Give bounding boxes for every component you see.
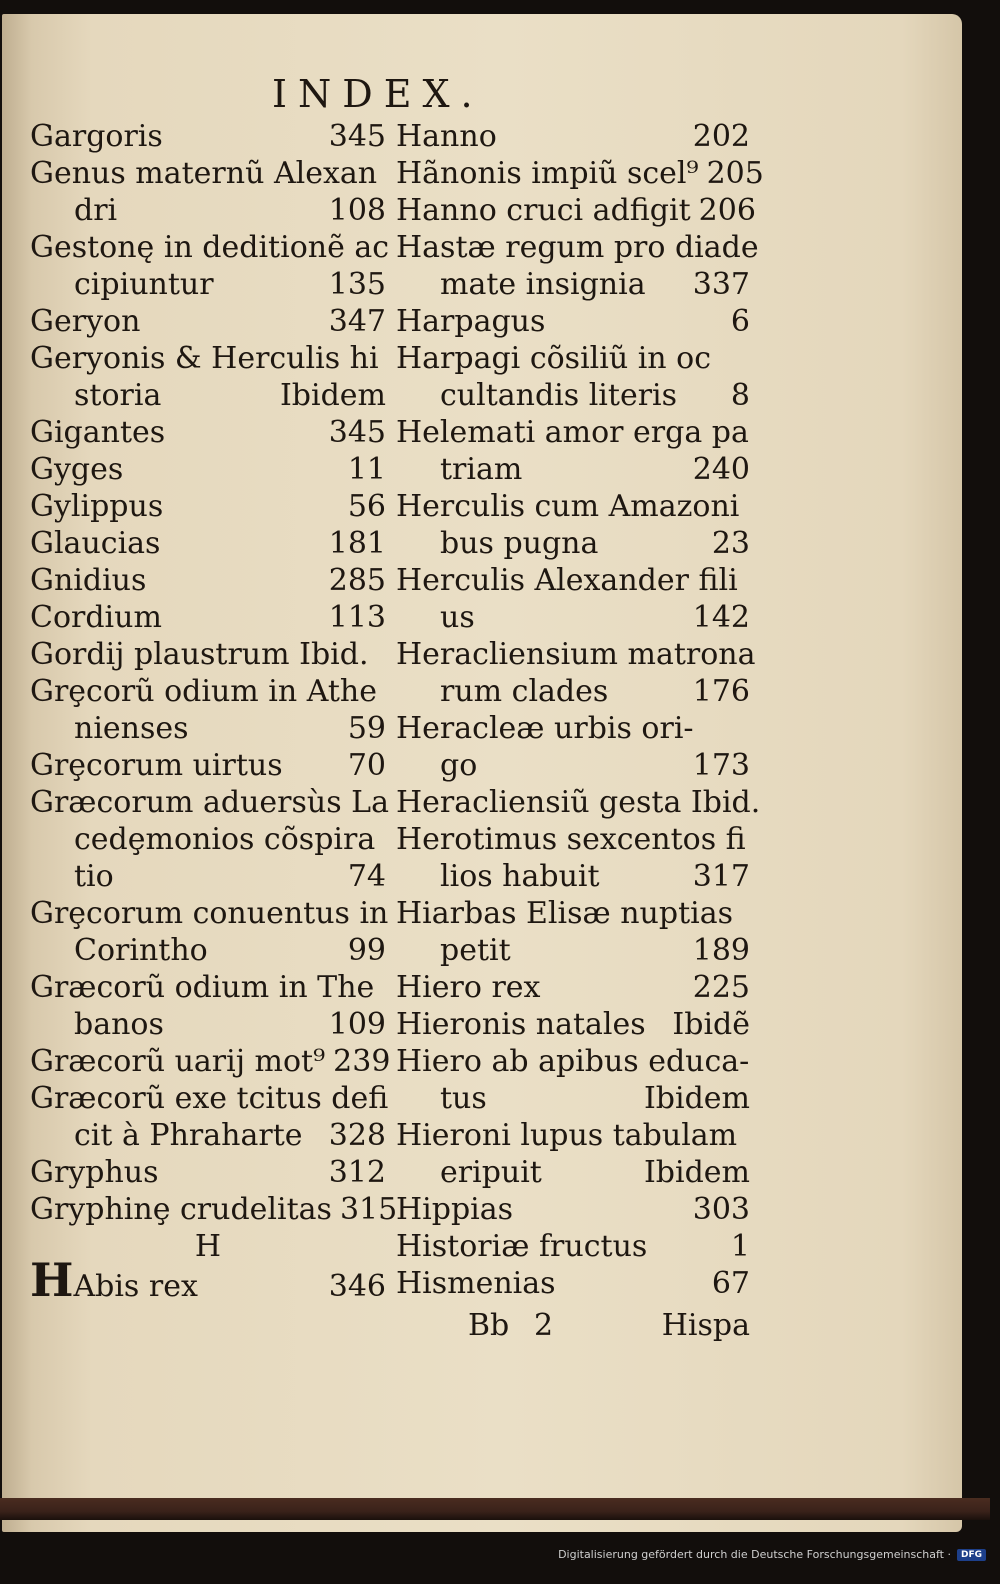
entry-text: Hippias — [396, 1192, 514, 1227]
entry-page: 303 — [692, 1192, 750, 1227]
index-entry — [30, 451, 386, 488]
entry-text: Heracliensium matrona — [396, 637, 756, 672]
index-entry — [30, 229, 390, 266]
entry-text: Gnidius — [30, 563, 147, 598]
entry-text: rum clades — [440, 674, 609, 709]
entry-text: cipiuntur — [74, 267, 214, 302]
entry-text: Hieronis natales — [396, 1007, 646, 1042]
entry-text: nienses — [74, 711, 189, 746]
entry-page: 67 — [711, 1266, 750, 1301]
index-entry — [30, 673, 386, 710]
entry-page: 23 — [711, 526, 750, 561]
entry-text: dri — [74, 193, 118, 228]
index-entry — [396, 673, 750, 710]
index-entry — [396, 303, 750, 340]
entry-page: Ibidem — [279, 378, 386, 413]
entry-page: 328 — [328, 1118, 386, 1153]
index-entry — [396, 1228, 750, 1265]
index-entry — [396, 525, 750, 562]
entry-page: 346 — [328, 1269, 386, 1304]
entry-text: Gyges — [30, 452, 124, 487]
index-entry — [30, 599, 386, 636]
entry-text: Hiarbas Elisæ nuptias — [396, 896, 734, 931]
index-entry — [396, 747, 750, 784]
entry-text: Gigantes — [30, 415, 166, 450]
entry-page: 240 — [692, 452, 750, 487]
index-entry — [396, 895, 750, 932]
index-entry — [396, 1080, 750, 1117]
index-entry — [30, 118, 386, 155]
entry-page: 135 — [328, 267, 386, 302]
index-entry — [396, 1117, 750, 1154]
index-entry — [30, 747, 386, 784]
entry-text: Cordium — [30, 600, 162, 635]
entry-text: Gryphinȩ crudelitas — [30, 1192, 332, 1227]
entry-text: Corintho — [74, 933, 208, 968]
entry-page: 1 — [730, 1229, 750, 1264]
index-entry — [396, 1006, 750, 1043]
entry-page: 6 — [730, 304, 750, 339]
signature-number: 2 — [533, 1308, 554, 1343]
index-entry — [30, 377, 386, 414]
entry-text: Genus maternũ Alexan — [30, 156, 378, 191]
index-entry — [30, 1006, 386, 1043]
entry-text: lios habuit — [440, 859, 600, 894]
entry-text: banos — [74, 1007, 164, 1042]
index-entry — [396, 858, 750, 895]
entry-page: 142 — [692, 600, 750, 635]
entry-page: 202 — [692, 119, 750, 154]
index-entry — [396, 488, 750, 525]
entry-page: 206 — [698, 193, 756, 228]
entry-text: Græcorũ exe tcitus defi — [30, 1081, 389, 1116]
index-entry — [396, 969, 750, 1006]
credit-text: Digitalisierung gefördert durch die Deutsche Forschungsgemeinschaft · — [558, 1548, 951, 1561]
index-entry — [396, 562, 750, 599]
index-entry — [396, 192, 756, 229]
entry-page: 181 — [328, 526, 386, 561]
entry-page: 113 — [328, 600, 386, 635]
entry-page: Ibidem — [643, 1081, 750, 1116]
entry-page: 345 — [328, 119, 386, 154]
entry-page: 315 — [339, 1192, 398, 1227]
entry-text: petit — [440, 933, 511, 968]
index-column-right — [396, 118, 764, 1302]
entry-text: Herculis cum Amazoni — [396, 489, 740, 524]
entry-text: cultandis literis — [440, 378, 678, 413]
entry-text: Grȩcorum conuentus in — [30, 896, 389, 931]
index-entry — [30, 969, 386, 1006]
entry-text: Hanno cruci adfigit — [396, 193, 691, 228]
digitization-credit — [558, 1548, 986, 1561]
page-bottom-edge — [0, 1498, 990, 1520]
dfg-logo: DFG — [957, 1549, 986, 1561]
index-entry — [396, 1191, 750, 1228]
entry-text: tio — [74, 859, 114, 894]
entry-page: 337 — [692, 267, 750, 302]
entry-page: 74 — [347, 859, 386, 894]
entry-page: 173 — [692, 748, 750, 783]
index-entry — [30, 1191, 398, 1228]
entry-text: Historiæ fructus — [396, 1229, 648, 1264]
entry-page: 108 — [328, 193, 386, 228]
page-title: INDEX. — [272, 72, 484, 116]
entry-text: Herculis Alexander fili — [396, 563, 738, 598]
entry-page: 8 — [730, 378, 750, 413]
index-entry — [30, 821, 386, 858]
entry-page: 189 — [692, 933, 750, 968]
entry-text: Gylippus — [30, 489, 164, 524]
entry-text: Hastæ regum pro diade — [396, 230, 759, 265]
index-entry — [396, 118, 750, 155]
entry-page: 70 — [347, 748, 386, 783]
entry-text: Grȩcorũ odium in Athe — [30, 674, 378, 709]
index-entry — [396, 377, 750, 414]
index-entry — [30, 266, 386, 303]
entry-text: Hieroni lupus tabulam — [396, 1118, 738, 1153]
index-entry — [30, 1154, 386, 1191]
index-entry — [30, 636, 386, 673]
index-entry — [30, 155, 386, 192]
index-entry — [396, 1043, 750, 1080]
entry-text: Grȩcorum uirtus — [30, 748, 283, 783]
index-entry — [396, 932, 750, 969]
index-entry — [30, 562, 386, 599]
index-entry — [30, 340, 386, 377]
entry-page: 317 — [692, 859, 750, 894]
index-entry — [396, 451, 750, 488]
index-entry — [30, 895, 389, 932]
entry-text: Harpagus — [396, 304, 546, 339]
entry-text: us — [440, 600, 475, 635]
index-entry — [30, 858, 386, 895]
entry-text: Geryon — [30, 304, 141, 339]
index-entry — [396, 599, 750, 636]
index-entry — [396, 155, 764, 192]
index-entry — [30, 303, 386, 340]
index-entry — [396, 414, 750, 451]
index-entry — [30, 932, 386, 969]
entry-text: cedȩmonios cõspira — [74, 822, 376, 857]
entry-page: 176 — [692, 674, 750, 709]
entry-page: 99 — [347, 933, 386, 968]
index-entry — [30, 192, 386, 229]
entry-text: triam — [440, 452, 523, 487]
entry-text: cit à Phraharte — [74, 1118, 303, 1153]
entry-text: Gordij plaustrum Ibid. — [30, 637, 369, 672]
signature-mark: Bb — [468, 1308, 510, 1343]
index-entry — [396, 1154, 750, 1191]
index-entry — [396, 1265, 750, 1302]
index-column-left — [30, 118, 398, 1307]
entry-page: 312 — [328, 1155, 386, 1190]
entry-text: Gargoris — [30, 119, 163, 154]
index-entry — [396, 266, 750, 303]
entry-text: go — [440, 748, 478, 783]
index-entry — [30, 1043, 391, 1080]
entry-text: Geryonis & Herculis hi — [30, 341, 379, 376]
entry-text: Glaucias — [30, 526, 161, 561]
entry-text: Heracleæ urbis ori- — [396, 711, 694, 746]
index-entry — [396, 340, 750, 377]
index-entry — [30, 1080, 389, 1117]
index-entry — [30, 414, 386, 451]
entry-page: 59 — [347, 711, 386, 746]
entry-text: Hãnonis impiũ scel⁹ — [396, 156, 699, 191]
index-entry — [30, 784, 389, 821]
entry-text: H — [194, 1229, 222, 1264]
catchword: Hispa — [661, 1308, 750, 1343]
entry-text: eripuit — [440, 1155, 542, 1190]
index-entry — [30, 1117, 386, 1154]
entry-page: 239 — [333, 1044, 391, 1079]
index-entry — [396, 636, 756, 673]
index-entry — [396, 784, 761, 821]
entry-text: bus pugna — [440, 526, 599, 561]
index-entry — [30, 710, 386, 747]
entry-text: Græcorũ uarij mot⁹ — [30, 1044, 326, 1079]
entry-text: Harpagi cõsiliũ in oc — [396, 341, 712, 376]
entry-text: Græcorũ odium in The — [30, 970, 375, 1005]
entry-page: Ibidem — [643, 1155, 750, 1190]
entry-text: Gryphus — [30, 1155, 159, 1190]
entry-text: tus — [440, 1081, 487, 1116]
index-entry — [30, 1253, 386, 1307]
entry-text: Herotimus sexcentos fi — [396, 822, 746, 857]
index-entry — [30, 1228, 386, 1265]
entry-page: 285 — [328, 563, 386, 598]
entry-page: 109 — [328, 1007, 386, 1042]
index-entry — [396, 229, 759, 266]
entry-text: HAbis rex — [30, 1253, 198, 1307]
entry-text: Hiero rex — [396, 970, 541, 1005]
entry-page: 56 — [347, 489, 386, 524]
entry-page: 345 — [328, 415, 386, 450]
entry-text: mate insignia — [440, 267, 646, 302]
entry-text: Heracliensiũ gesta Ibid. — [396, 785, 761, 820]
index-entry — [30, 525, 386, 562]
entry-text: Hanno — [396, 119, 497, 154]
entry-text: Helemati amor erga pa — [396, 415, 749, 450]
entry-text: Hismenias — [396, 1266, 556, 1301]
index-entry — [30, 488, 386, 525]
entry-page: 11 — [347, 452, 386, 487]
page-footer — [396, 1308, 750, 1343]
entry-page: 225 — [692, 970, 750, 1005]
entry-text: Gestonę in deditionẽ ac — [30, 230, 390, 265]
index-entry — [396, 710, 750, 747]
entry-page: Ibidẽ — [672, 1007, 750, 1042]
entry-page: 205 — [706, 156, 764, 191]
entry-text: Græcorum aduersùs La — [30, 785, 389, 820]
entry-text: Hiero ab apibus educa- — [396, 1044, 750, 1079]
index-entry — [396, 821, 750, 858]
entry-text: storia — [74, 378, 162, 413]
entry-page: 347 — [328, 304, 386, 339]
